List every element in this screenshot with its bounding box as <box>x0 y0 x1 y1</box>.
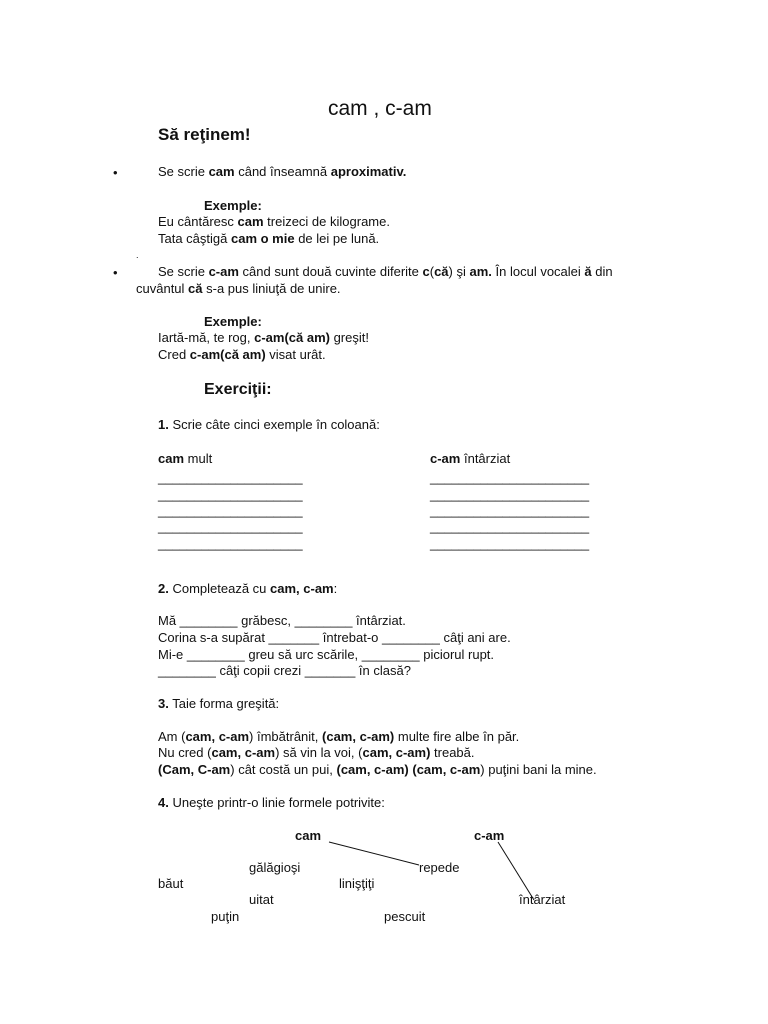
rule2-line-1: Se scrie c-am când sunt două cuvinte diferite c(că) şi am. În locul vocalei ă din <box>158 264 613 279</box>
rule1-example-1: Eu cântăresc cam treizeci de kilograme. <box>158 214 390 229</box>
stray-dot: . <box>136 250 139 260</box>
ex1-col2-header: c-am întârziat <box>430 451 511 466</box>
rule1-examples-label: Exemple: <box>204 198 262 213</box>
ex2-line-1: Mă ________ grăbesc, ________ întârziat. <box>158 613 406 628</box>
ex2-line-4: ________ câţi copii crezi _______ în clasă? <box>158 663 411 678</box>
ex4-instruction: 4. Uneşte printr-o linie formele potrivite: <box>158 795 385 810</box>
match-word-baut: băut <box>158 876 184 891</box>
blank-right-3: ______________________ <box>430 503 590 518</box>
match-word-uitat: uitat <box>249 892 274 907</box>
bullet-1: • <box>113 165 118 180</box>
blank-left-5: ____________________ <box>158 536 303 551</box>
match-word-repede: repede <box>419 860 460 875</box>
match-word-intarziat: întârziat <box>519 892 566 907</box>
subtitle: Să reţinem! <box>158 125 251 144</box>
bullet-2: • <box>113 265 118 280</box>
blank-left-3: ____________________ <box>158 503 303 518</box>
blank-left-1: ____________________ <box>158 470 303 485</box>
match-word-galagiosi: gălăgioşi <box>249 860 301 875</box>
ex3-line-1: Am (cam, c-am) îmbătrânit, (cam, c-am) multe fire albe în păr. <box>158 729 520 744</box>
ex3-line-3: (Cam, C-am) cât costă un pui, (cam, c-am) (cam, c-am) puţini bani la mine. <box>158 762 597 777</box>
ex2-instruction: 2. Completează cu cam, c-am: <box>158 581 338 596</box>
rule2-examples-label: Exemple: <box>204 314 262 329</box>
match-word-linistiti: linişţiţi <box>339 876 375 891</box>
ex1-instruction: 1. Scrie câte cinci exemple în coloană: <box>158 417 380 432</box>
blank-left-2: ____________________ <box>158 487 303 502</box>
connector-line-cam-repede <box>329 842 419 865</box>
page-title: cam , c-am <box>328 97 432 120</box>
rule1-text: Se scrie cam când înseamnă aproximativ. <box>158 164 407 179</box>
rule2-example-1: Iartă-mă, te rog, c-am(că am) greşit! <box>158 330 369 345</box>
exercises-heading: Exerciţii: <box>204 381 272 398</box>
rule1-example-2: Tata câştigă cam o mie de lei pe lună. <box>158 231 380 246</box>
ex3-instruction: 3. Taie forma greşită: <box>158 696 280 711</box>
ex1-col1-header: cam mult <box>158 451 213 466</box>
blank-left-4: ____________________ <box>158 519 303 534</box>
blank-right-5: ______________________ <box>430 536 590 551</box>
ex3-line-2: Nu cred (cam, c-am) să vin la voi, (cam, c-am) treabă. <box>158 745 475 760</box>
match-head-c-am: c-am <box>474 828 505 843</box>
rule2-example-2: Cred c-am(că am) visat urât. <box>158 347 326 362</box>
match-word-putin: puţin <box>211 909 240 924</box>
match-word-pescuit: pescuit <box>384 909 426 924</box>
ex2-line-3: Mi-e ________ greu să urc scările, ________ piciorul rupt. <box>158 647 495 662</box>
match-head-cam: cam <box>295 828 322 843</box>
blank-right-1: ______________________ <box>430 470 590 485</box>
ex2-line-2: Corina s-a supărat _______ întrebat-o ________ câţi ani are. <box>158 630 511 645</box>
rule2-line-2: cuvântul că s-a pus liniuţă de unire. <box>136 281 341 296</box>
blank-right-2: ______________________ <box>430 487 590 502</box>
blank-right-4: ______________________ <box>430 519 590 534</box>
